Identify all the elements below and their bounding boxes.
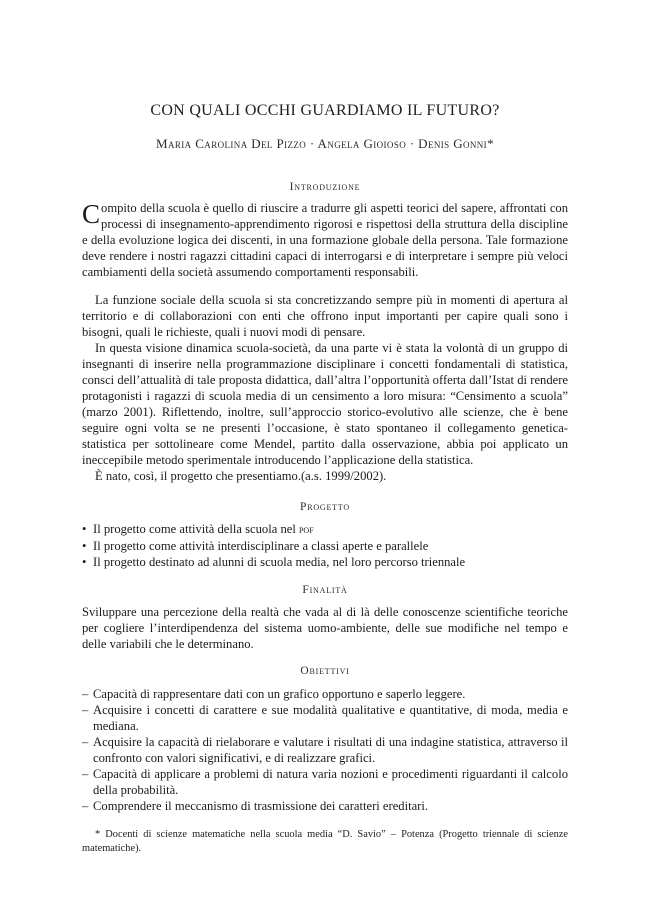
intro-paragraph-1-text: ompito della scuola è quello di riuscire a tradurre gli aspetti teorici del sapere, affrontati con processi di insegnamento-apprendimento rigorosi e rispettosi della struttura della discipline e della evoluzione logica dei discenti, in una formazione globale della persona. Tale formazione deve rendere i nostri ragazzi cittadini capaci di interrogarsi e di interpretare i sempre più veloci cambiamenti della società assumendo comportamenti responsabili. [82, 201, 568, 279]
heading-introduzione: Introduzione [289, 181, 361, 193]
footnote: * Docenti di scienze matematiche nella scuola media “D. Savio” – Potenza (Progetto triennale di scienze matematiche). [82, 829, 568, 854]
page-title: CON QUALI OCCHI GUARDIAMO IL FUTURO? [150, 102, 500, 119]
heading-finalita: Finalità [302, 584, 348, 596]
list-item: – Comprendere il meccanismo di trasmissione dei caratteri ereditari. [82, 799, 429, 813]
intro-paragraph-3: In questa visione dinamica scuola-società, da una parte vi è stata la volontà di un gruppo di insegnanti di inserire nella programmazione disciplinare i concetti fondamentali di statistica, consci dell’attualità di tale proposta didattica, dall’altra l’opportunità offerta dall’Istat di rendere protagonisti i ragazzi di scuola media di un censimento a loro misura: “Censimento a scuola” (marzo 2001). Riflettendo, inoltre, sull’approccio storico-evolutivo alle scienze, che è bene seguire ogni volta se ne presenti l’occasione, è stato spontaneo il collegamento genetica-statistica per sottolineare come Mendel, partito dalla osservazione, abbia poi applicato un ineccepibile metodo sperimentale introducendo l’applicazione della statistica. [82, 341, 568, 467]
progetto-list [82, 521, 568, 570]
drop-cap: C [82, 199, 101, 229]
finalita-paragraph: Sviluppare una percezione della realtà che vada al di là delle conoscenze scientifiche teoriche per cogliere l’interdipendenza del sistema uomo-ambiente, delle sue modifiche nel tempo e delle variabili che le determinano. [82, 605, 568, 651]
list-item: • Il progetto come attività interdisciplinare a classi aperte e parallele [82, 539, 429, 553]
authors-line: Maria Carolina Del Pizzo · Angela Gioioso · Denis Gonni* [156, 136, 494, 151]
dash-mark: – [82, 767, 89, 781]
bullet-mark: • [82, 539, 87, 553]
intro-paragraph-1 [82, 200, 568, 280]
list-item: – Acquisire i concetti di carattere e sue modalità qualitative e quantitative, di moda, media e mediana. [82, 703, 568, 733]
dash-mark: – [82, 703, 89, 717]
intro-paragraph-2: La funzione sociale della scuola si sta concretizzando sempre più in momenti di apertura al territorio e di collaborazioni con enti che offrono input importanti per capire quali sono i bisogni, quali le richieste, quali i nuovi modi di pensare. [82, 293, 568, 339]
list-item: – Capacità di rappresentare dati con un grafico opportuno e saperlo leggere. [82, 687, 466, 701]
bullet-mark: • [82, 555, 87, 569]
intro-paragraph-4: È nato, così, il progetto che presentiamo.(a.s. 1999/2002). [95, 469, 387, 483]
bullet-mark: • [82, 522, 87, 536]
dash-mark: – [82, 687, 89, 701]
heading-obiettivi: Obiettivi [300, 665, 350, 677]
heading-progetto: Progetto [300, 501, 350, 513]
obiettivi-list [82, 686, 568, 814]
pof-acronym: pof [298, 524, 314, 536]
dash-mark: – [82, 799, 89, 813]
list-item: – Acquisire la capacità di rielaborare e valutare i risultati di una indagine statistica, attraverso il confronto con valori significativi, e di realizzare grafici. [82, 735, 568, 765]
list-item: – Capacità di applicare a problemi di natura varia nozioni e procedimenti riguardanti il calcolo della probabilità. [82, 767, 568, 797]
list-item: • Il progetto destinato ad alunni di scuola media, nel loro percorso triennale [82, 555, 466, 569]
list-item: • Il progetto come attività della scuola nel pof [82, 522, 314, 536]
dash-mark: – [82, 735, 89, 749]
